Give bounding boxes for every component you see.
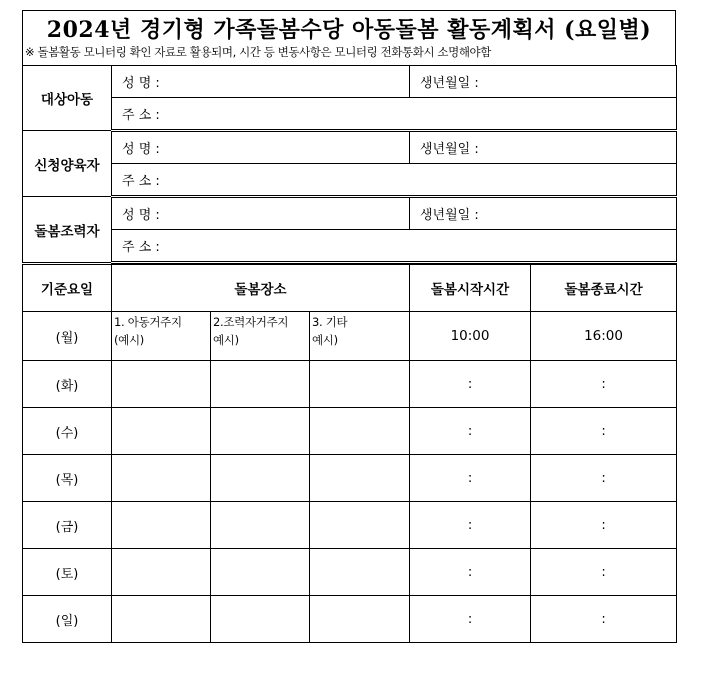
helper-address-field[interactable]: 주 소 : <box>112 230 677 263</box>
schedule-row <box>23 361 677 408</box>
applicant-name-field[interactable]: 성 명 : <box>112 131 410 164</box>
place-cell[interactable] <box>211 549 310 596</box>
header-day: 기준요일 <box>23 265 112 312</box>
place-cell[interactable] <box>112 502 211 549</box>
place-cell[interactable] <box>310 361 410 408</box>
start-time-cell[interactable]: : <box>410 408 531 455</box>
schedule-row <box>23 408 677 455</box>
group-label-applicant: 신청양육자 <box>23 131 112 197</box>
place-cell[interactable] <box>112 549 211 596</box>
start-time-cell[interactable]: : <box>410 361 531 408</box>
child-birth-field[interactable]: 생년월일 : <box>410 66 677 98</box>
place-cell[interactable] <box>211 455 310 502</box>
child-address-field[interactable]: 주 소 : <box>112 98 677 131</box>
start-time-cell[interactable]: 10:00 <box>410 312 531 361</box>
schedule-table <box>22 264 677 643</box>
start-time-cell[interactable]: : <box>410 502 531 549</box>
place-cell[interactable] <box>112 408 211 455</box>
day-cell: (목) <box>23 455 112 502</box>
end-time-cell[interactable]: 16:00 <box>531 312 677 361</box>
place-cell[interactable] <box>211 502 310 549</box>
schedule-row <box>23 549 677 596</box>
helper-name-field[interactable]: 성 명 : <box>112 197 410 230</box>
example-row <box>23 312 677 361</box>
header-place: 돌봄장소 <box>112 265 410 312</box>
place-cell[interactable] <box>310 408 410 455</box>
form-title: 2024년 경기형 가족돌봄수당 아동돌봄 활동계획서 (요일별) <box>46 17 652 43</box>
place-cell[interactable] <box>310 596 410 643</box>
place-cell[interactable] <box>211 408 310 455</box>
end-time-cell[interactable]: : <box>531 502 677 549</box>
day-cell: (수) <box>23 408 112 455</box>
place-option-helper-home[interactable]: 2.조력자거주지 예시) <box>211 312 310 361</box>
place-option-child-home[interactable]: 1. 아동거주지 (예시) <box>112 312 211 361</box>
end-time-cell[interactable]: : <box>531 455 677 502</box>
start-time-cell[interactable]: : <box>410 549 531 596</box>
person-info-table <box>22 65 677 264</box>
start-time-cell[interactable]: : <box>410 455 531 502</box>
end-time-cell[interactable]: : <box>531 408 677 455</box>
place-cell[interactable] <box>211 361 310 408</box>
title-box <box>22 10 676 65</box>
schedule-row <box>23 596 677 643</box>
group-label-child: 대상아동 <box>23 66 112 131</box>
place-cell[interactable] <box>310 455 410 502</box>
day-cell: (금) <box>23 502 112 549</box>
schedule-row <box>23 455 677 502</box>
schedule-row <box>23 502 677 549</box>
header-end-time: 돌봄종료시간 <box>531 265 677 312</box>
day-cell: (월) <box>23 312 112 361</box>
applicant-address-field[interactable]: 주 소 : <box>112 164 677 197</box>
start-time-cell[interactable]: : <box>410 596 531 643</box>
place-cell[interactable] <box>310 502 410 549</box>
place-cell[interactable] <box>310 549 410 596</box>
place-cell[interactable] <box>211 596 310 643</box>
applicant-birth-field[interactable]: 생년월일 : <box>410 131 677 164</box>
activity-plan-form <box>22 10 676 643</box>
day-cell: (화) <box>23 361 112 408</box>
header-start-time: 돌봄시작시간 <box>410 265 531 312</box>
place-cell[interactable] <box>112 596 211 643</box>
helper-birth-field[interactable]: 생년월일 : <box>410 197 677 230</box>
child-name-field[interactable]: 성 명 : <box>112 66 410 98</box>
place-cell[interactable] <box>112 455 211 502</box>
place-option-other[interactable]: 3. 기타 예시) <box>310 312 410 361</box>
group-label-helper: 돌봄조력자 <box>23 197 112 263</box>
place-cell[interactable] <box>112 361 211 408</box>
end-time-cell[interactable]: : <box>531 549 677 596</box>
day-cell: (토) <box>23 549 112 596</box>
end-time-cell[interactable]: : <box>531 361 677 408</box>
end-time-cell[interactable]: : <box>531 596 677 643</box>
notice-text: ※ 돌봄활동 모니터링 확인 자료로 활용되며, 시간 등 변동사항은 모니터링 전화통화시 소명해야함 <box>25 45 491 59</box>
day-cell: (일) <box>23 596 112 643</box>
